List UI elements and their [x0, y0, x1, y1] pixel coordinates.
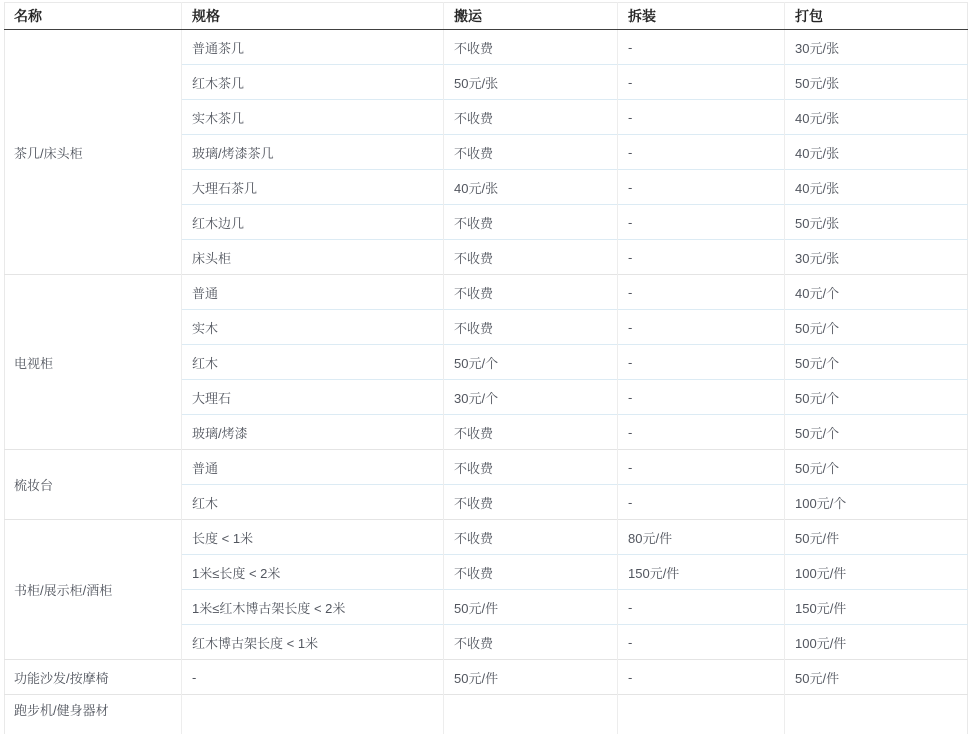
spec-cell: 1米≤长度 < 2米	[182, 555, 444, 590]
table-row	[5, 30, 968, 65]
table-row	[5, 520, 968, 555]
carry-cell: 30元/个	[444, 380, 618, 415]
carry-cell: 不收费	[444, 415, 618, 450]
packing-cell: 50元/个	[785, 450, 968, 485]
disassembly-cell: -	[618, 240, 785, 275]
spec-cell: 1米≤红木博古架长度 < 2米	[182, 590, 444, 625]
packing-cell: 100元/件	[785, 555, 968, 590]
packing-cell: 50元/个	[785, 310, 968, 345]
header-row	[5, 3, 968, 30]
carry-cell: 不收费	[444, 450, 618, 485]
page	[0, 2, 975, 710]
disassembly-cell: -	[618, 275, 785, 310]
spec-cell: 床头柜	[182, 240, 444, 275]
packing-cell: 40元/张	[785, 170, 968, 205]
spec-cell: 红木博古架长度 < 1米	[182, 625, 444, 660]
carry-cell: 不收费	[444, 135, 618, 170]
spec-cell: 大理石茶几	[182, 170, 444, 205]
spec-cell: 普通	[182, 275, 444, 310]
carry-cell: 50元/个	[444, 345, 618, 380]
table-row	[5, 660, 968, 695]
disassembly-cell	[618, 695, 785, 734]
pricing-table-body	[5, 30, 968, 734]
spec-cell: -	[182, 660, 444, 695]
carry-cell: 不收费	[444, 30, 618, 65]
column-header-spec: 规格	[182, 3, 444, 30]
furniture-fee-table	[4, 2, 968, 734]
carry-cell: 不收费	[444, 310, 618, 345]
spec-cell: 实木	[182, 310, 444, 345]
carry-cell: 50元/张	[444, 65, 618, 100]
carry-cell: 不收费	[444, 625, 618, 660]
table-header	[5, 3, 968, 30]
disassembly-cell: -	[618, 660, 785, 695]
packing-cell: 50元/张	[785, 205, 968, 240]
carry-cell: 不收费	[444, 205, 618, 240]
packing-cell: 50元/件	[785, 660, 968, 695]
disassembly-cell: -	[618, 345, 785, 380]
packing-cell	[785, 695, 968, 734]
spec-cell: 普通茶几	[182, 30, 444, 65]
carry-cell: 50元/件	[444, 660, 618, 695]
packing-cell: 50元/个	[785, 415, 968, 450]
table-row	[5, 450, 968, 485]
spec-cell: 长度 < 1米	[182, 520, 444, 555]
packing-cell: 40元/张	[785, 135, 968, 170]
carry-cell: 不收费	[444, 485, 618, 520]
disassembly-cell: -	[618, 100, 785, 135]
disassembly-cell: 80元/件	[618, 520, 785, 555]
packing-cell: 40元/张	[785, 100, 968, 135]
carry-cell: 50元/件	[444, 590, 618, 625]
disassembly-cell: -	[618, 310, 785, 345]
spec-cell: 红木	[182, 345, 444, 380]
disassembly-cell: -	[618, 590, 785, 625]
carry-cell: 不收费	[444, 100, 618, 135]
carry-cell	[444, 695, 618, 734]
disassembly-cell: -	[618, 135, 785, 170]
spec-cell: 玻璃/烤漆茶几	[182, 135, 444, 170]
spec-cell: 实木茶几	[182, 100, 444, 135]
spec-cell: 红木边几	[182, 205, 444, 240]
table-row	[5, 695, 968, 734]
disassembly-cell: -	[618, 170, 785, 205]
carry-cell: 不收费	[444, 520, 618, 555]
group-name-cell: 书柜/展示柜/酒柜	[5, 520, 182, 660]
packing-cell: 100元/件	[785, 625, 968, 660]
disassembly-cell: -	[618, 485, 785, 520]
spec-cell: 玻璃/烤漆	[182, 415, 444, 450]
group-name-cell: 功能沙发/按摩椅	[5, 660, 182, 695]
packing-cell: 50元/张	[785, 65, 968, 100]
packing-cell: 40元/个	[785, 275, 968, 310]
carry-cell: 40元/张	[444, 170, 618, 205]
disassembly-cell: -	[618, 415, 785, 450]
disassembly-cell: 150元/件	[618, 555, 785, 590]
disassembly-cell: -	[618, 450, 785, 485]
packing-cell: 150元/件	[785, 590, 968, 625]
group-name-cell: 茶几/床头柜	[5, 30, 182, 275]
group-name-cell: 电视柜	[5, 275, 182, 450]
column-header-carry: 搬运	[444, 3, 618, 30]
group-name-cell: 梳妆台	[5, 450, 182, 520]
packing-cell: 50元/件	[785, 520, 968, 555]
spec-cell: 红木	[182, 485, 444, 520]
carry-cell: 不收费	[444, 555, 618, 590]
carry-cell: 不收费	[444, 275, 618, 310]
spec-cell: 大理石	[182, 380, 444, 415]
group-name-cell: 跑步机/健身器材	[5, 695, 182, 734]
disassembly-cell: -	[618, 65, 785, 100]
packing-cell: 30元/张	[785, 240, 968, 275]
packing-cell: 100元/个	[785, 485, 968, 520]
table-row	[5, 275, 968, 310]
disassembly-cell: -	[618, 625, 785, 660]
carry-cell: 不收费	[444, 240, 618, 275]
disassembly-cell: -	[618, 30, 785, 65]
spec-cell: 红木茶几	[182, 65, 444, 100]
packing-cell: 30元/张	[785, 30, 968, 65]
column-header-disassembly: 拆装	[618, 3, 785, 30]
packing-cell: 50元/个	[785, 380, 968, 415]
packing-cell: 50元/个	[785, 345, 968, 380]
spec-cell	[182, 695, 444, 734]
column-header-name: 名称	[5, 3, 182, 30]
spec-cell: 普通	[182, 450, 444, 485]
disassembly-cell: -	[618, 380, 785, 415]
disassembly-cell: -	[618, 205, 785, 240]
column-header-packing: 打包	[785, 3, 968, 30]
